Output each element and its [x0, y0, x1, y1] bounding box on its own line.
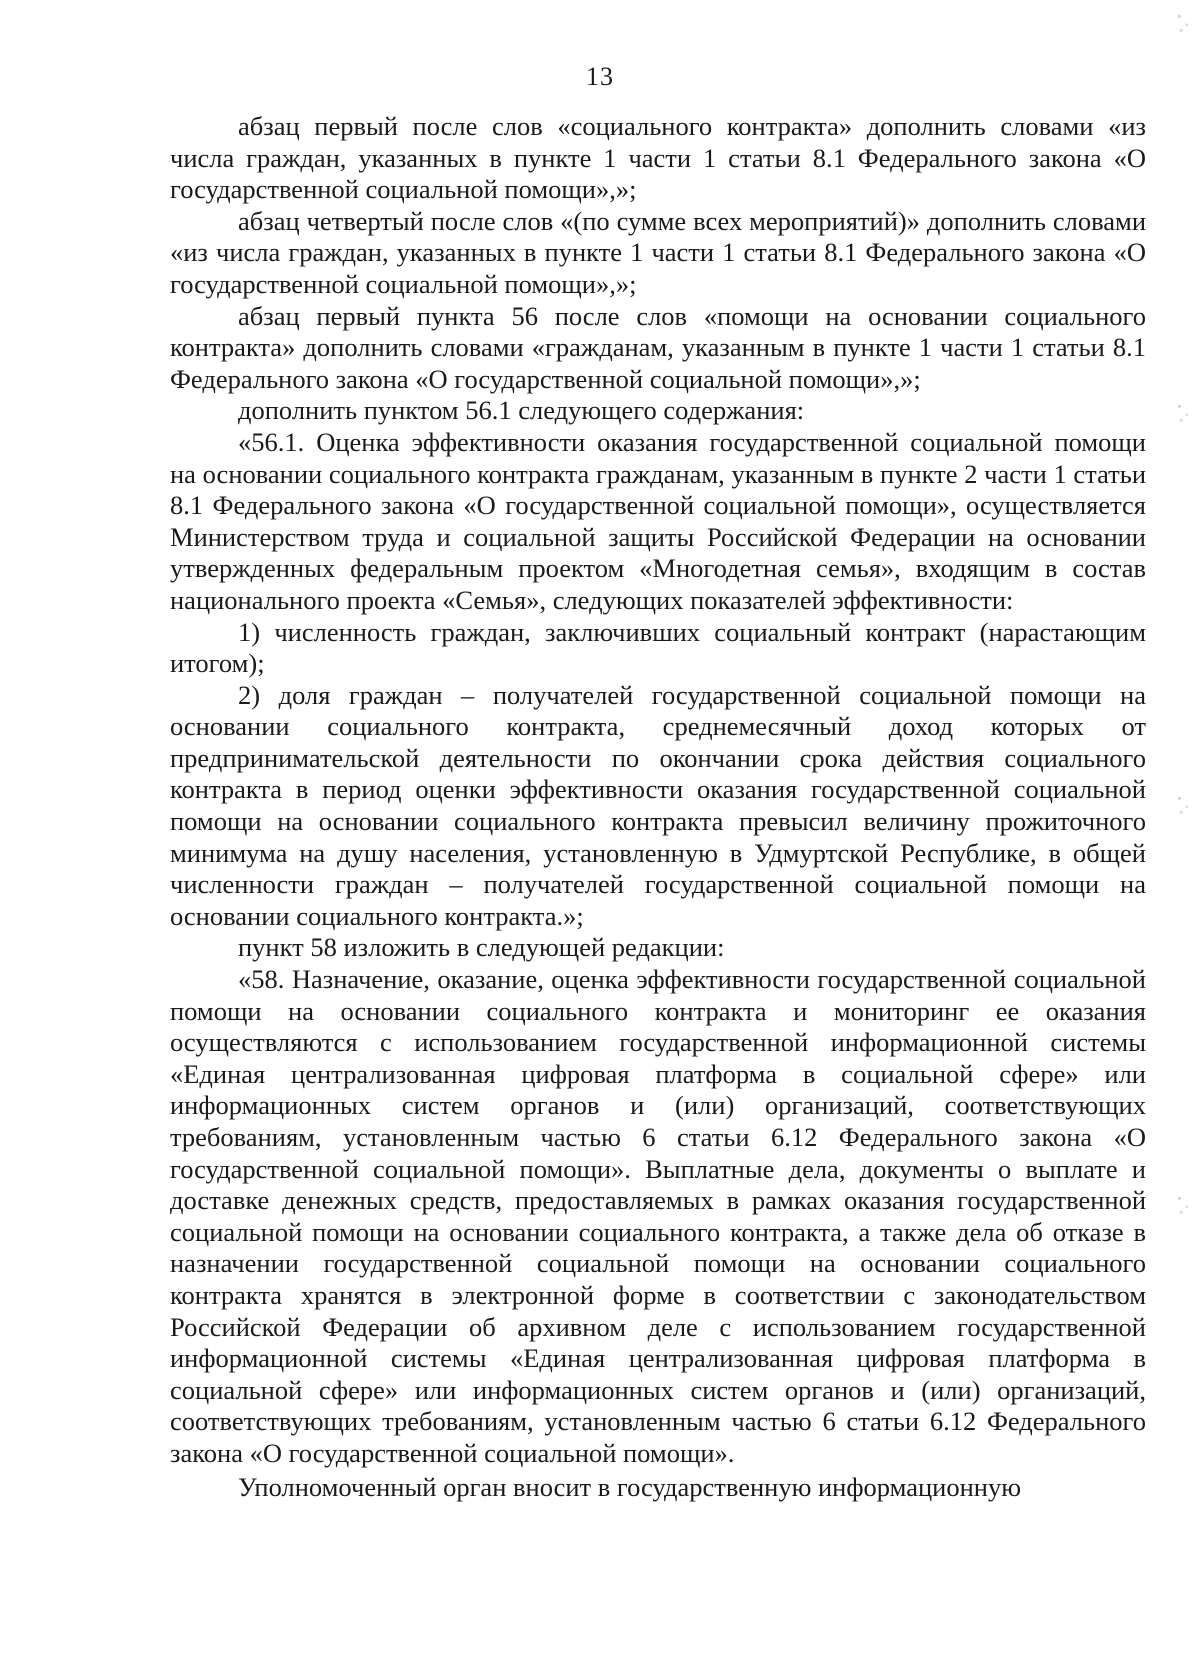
paragraph-authorized-body: Уполномоченный орган вносит в государственную информационную [238, 1471, 1022, 1502]
paragraph-amend-fourth: абзац четвертый после слов «(по сумме всех мероприятий)» дополнить словами «из числа граждан, указанных в пункте 1 части 1 статьи 8.1 Федерального закона «О государственной социальной помощи»,»; [170, 205, 1146, 299]
document-body [170, 111, 1146, 1503]
paragraph-amend-point-56: абзац первый пункта 56 после слов «помощи на основании социального контракта» дополнить словами «гражданам, указанным в пункте 1 части 1 статьи 8.1 Федерального закона «О государственной социальной помощи»,»; [170, 300, 1146, 394]
paragraph-indicator-1: 1) численность граждан, заключивших социальный контракт (нарастающим итогом); [170, 616, 1146, 679]
paragraph-amend-first: абзац первый после слов «социального контракта» дополнить словами «из числа граждан, указанных в пункте 1 части 1 статьи 8.1 Федерального закона «О государственной социальной помощи»,»; [170, 111, 1146, 205]
page-number: 13 [586, 62, 614, 91]
paragraph-point-58-intro: пункт 58 изложить в следующей редакции: [238, 932, 725, 963]
paragraph-add-point-56-1: дополнить пунктом 56.1 следующего содержания: [238, 395, 805, 426]
paragraph-indicator-2: 2) доля граждан – получателей государственной социальной помощи на основании социального контракта, среднемесячный доход которых от предпринимательской деятельности по окончании срока действия социального контракта в период оценки эффективности оказания государственной социальной помощи на основании социального контракта превысил величину прожиточного минимума на душу населения, установленную в Удмуртской Республике, в общей численности граждан – получателей государственной социальной помощи на основании социального контракта.»; [170, 679, 1146, 931]
scan-artifact [1174, 8, 1192, 36]
scan-artifact [1174, 1190, 1192, 1218]
scan-artifact [1174, 790, 1192, 818]
scan-artifact [1174, 398, 1192, 426]
paragraph-point-56-1: «56.1. Оценка эффективности оказания государственной социальной помощи на основании социального контракта гражданам, указанным в пункте 2 части 1 статьи 8.1 Федерального закона «О государственной социальной помощи», осуществляется Министерством труда и социальной защиты Российской Федерации на основании утвержденных федеральным проектом «Многодетная семья», входящим в состав национального проекта «Семья», следующих показателей эффективности: [170, 426, 1146, 615]
paragraph-point-58: «58. Назначение, оказание, оценка эффективности государственной социальной помощи на основании социального контракта и мониторинг ее оказания осуществляются с использованием государственной информационной системы «Единая централизованная цифровая платформа в социальной сфере» или информационных систем органов и (или) организаций, соответствующих требованиям, установленным частью 6 статьи 6.12 Федерального закона «О государственной социальной помощи». Выплатные дела, документы о выплате и доставке денежных средств, предоставляемых в рамках оказания государственной социальной помощи на основании социального контракта, а также дела об отказе в назначении государственной социальной помощи на основании социального контракта хранятся в электронной форме в соответствии с законодательством Российской Федерации об архивном деле с использованием государственной информационной системы «Единая централизованная цифровая платформа в социальной сфере» или информационных систем органов и (или) организаций, соответствующих требованиям, установленным частью 6 статьи 6.12 Федерального закона «О государственной социальной помощи». [170, 964, 1146, 1468]
